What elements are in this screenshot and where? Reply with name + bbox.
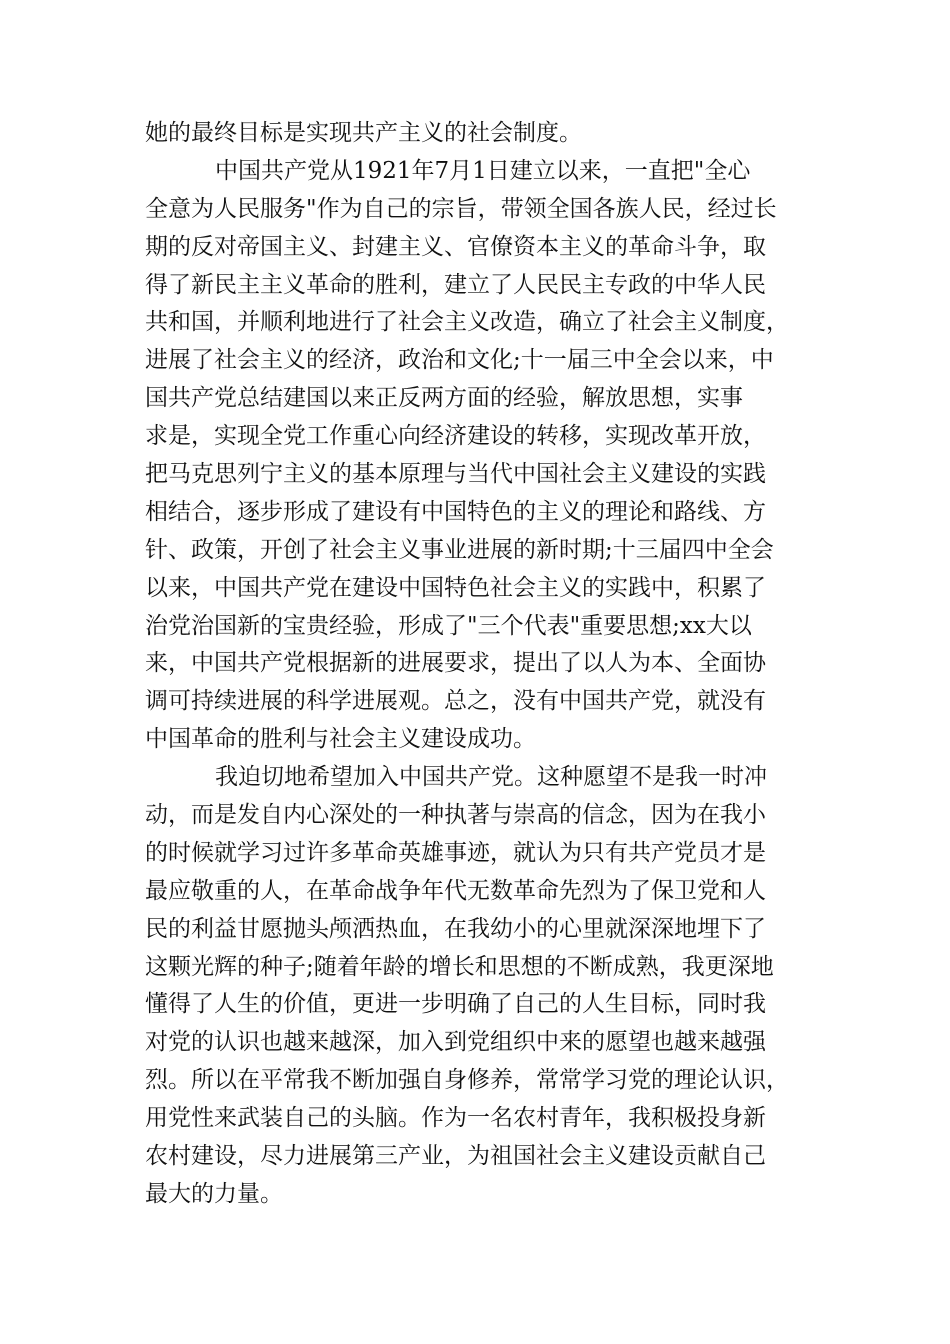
text-line-28: 农村建设，尽力进展第三产业，为祖国社会主义建设贡献自己 bbox=[145, 1143, 766, 1170]
text-line-12: 针、政策，开创了社会主义事业进展的新时期;十三届四中全会 bbox=[145, 536, 774, 563]
text-line-21: 最应敬重的人，在革命战争年代无数革命先烈为了保卫党和人 bbox=[145, 877, 766, 904]
text-line-16: 调可持续进展的科学进展观。总之，没有中国共产党，就没有 bbox=[145, 688, 766, 715]
text-line-6: 共和国，并顺利地进行了社会主义改造，确立了社会主义制度， bbox=[145, 309, 789, 336]
text-line-25: 对党的认识也越来越深，加入到党组织中来的愿望也越来越强 bbox=[145, 1029, 766, 1056]
text-line-13: 以来，中国共产党在建设中国特色社会主义的实践中，积累了 bbox=[145, 574, 766, 601]
text-line-8: 国共产党总结建国以来正反两方面的经验，解放思想，实事 bbox=[145, 385, 743, 412]
text-line-15: 来，中国共产党根据新的进展要求，提出了以人为本、全面协 bbox=[145, 650, 766, 677]
text-line-26: 烈。所以在平常我不断加强自身修养，常常学习党的理论认识， bbox=[145, 1067, 789, 1094]
text-line-23: 这颗光辉的种子;随着年龄的增长和思想的不断成熟，我更深地 bbox=[145, 953, 774, 980]
text-line-14: 治党治国新的宝贵经验，形成了"三个代表"重要思想;xx大以 bbox=[145, 612, 752, 639]
text-line-29: 最大的力量。 bbox=[145, 1180, 283, 1207]
text-line-3: 全意为人民服务"作为自己的宗旨，带领全国各族人民，经过长 bbox=[145, 195, 777, 222]
text-line-19: 动，而是发自内心深处的一种执著与崇高的信念，因为在我小 bbox=[145, 802, 766, 829]
paragraph-start-line: 我迫切地希望加入中国共产党。这种愿望不是我一时冲 bbox=[215, 764, 767, 791]
text-line-17: 中国革命的胜利与社会主义建设成功。 bbox=[145, 726, 536, 753]
text-line-1: 她的最终目标是实现共产主义的社会制度。 bbox=[145, 120, 582, 146]
text-line-7: 进展了社会主义的经济，政治和文化;十一届三中全会以来，中 bbox=[145, 347, 774, 374]
paragraph-start-line: 中国共产党从1921年7月1日建立以来，一直把"全心 bbox=[215, 157, 751, 184]
text-line-22: 民的利益甘愿抛头颅洒热血，在我幼小的心里就深深地埋下了 bbox=[145, 915, 766, 942]
text-line-24: 懂得了人生的价值，更进一步明确了自己的人生目标，同时我 bbox=[145, 991, 766, 1018]
text-line-4: 期的反对帝国主义、封建主义、官僚资本主义的革命斗争，取 bbox=[145, 233, 766, 260]
text-line-5: 得了新民主主义革命的胜利，建立了人民民主专政的中华人民 bbox=[145, 271, 766, 298]
text-line-11: 相结合，逐步形成了建设有中国特色的主义的理论和路线、方 bbox=[145, 498, 766, 525]
document-body bbox=[145, 115, 815, 1214]
text-line-20: 的时候就学习过许多革命英雄事迹，就认为只有共产党员才是 bbox=[145, 839, 766, 866]
text-line-9: 求是，实现全党工作重心向经济建设的转移，实现改革开放， bbox=[145, 423, 766, 450]
text-line-27: 用党性来武装自己的头脑。作为一名农村青年，我积极投身新 bbox=[145, 1105, 766, 1132]
text-line-10: 把马克思列宁主义的基本原理与当代中国社会主义建设的实践 bbox=[145, 461, 766, 488]
